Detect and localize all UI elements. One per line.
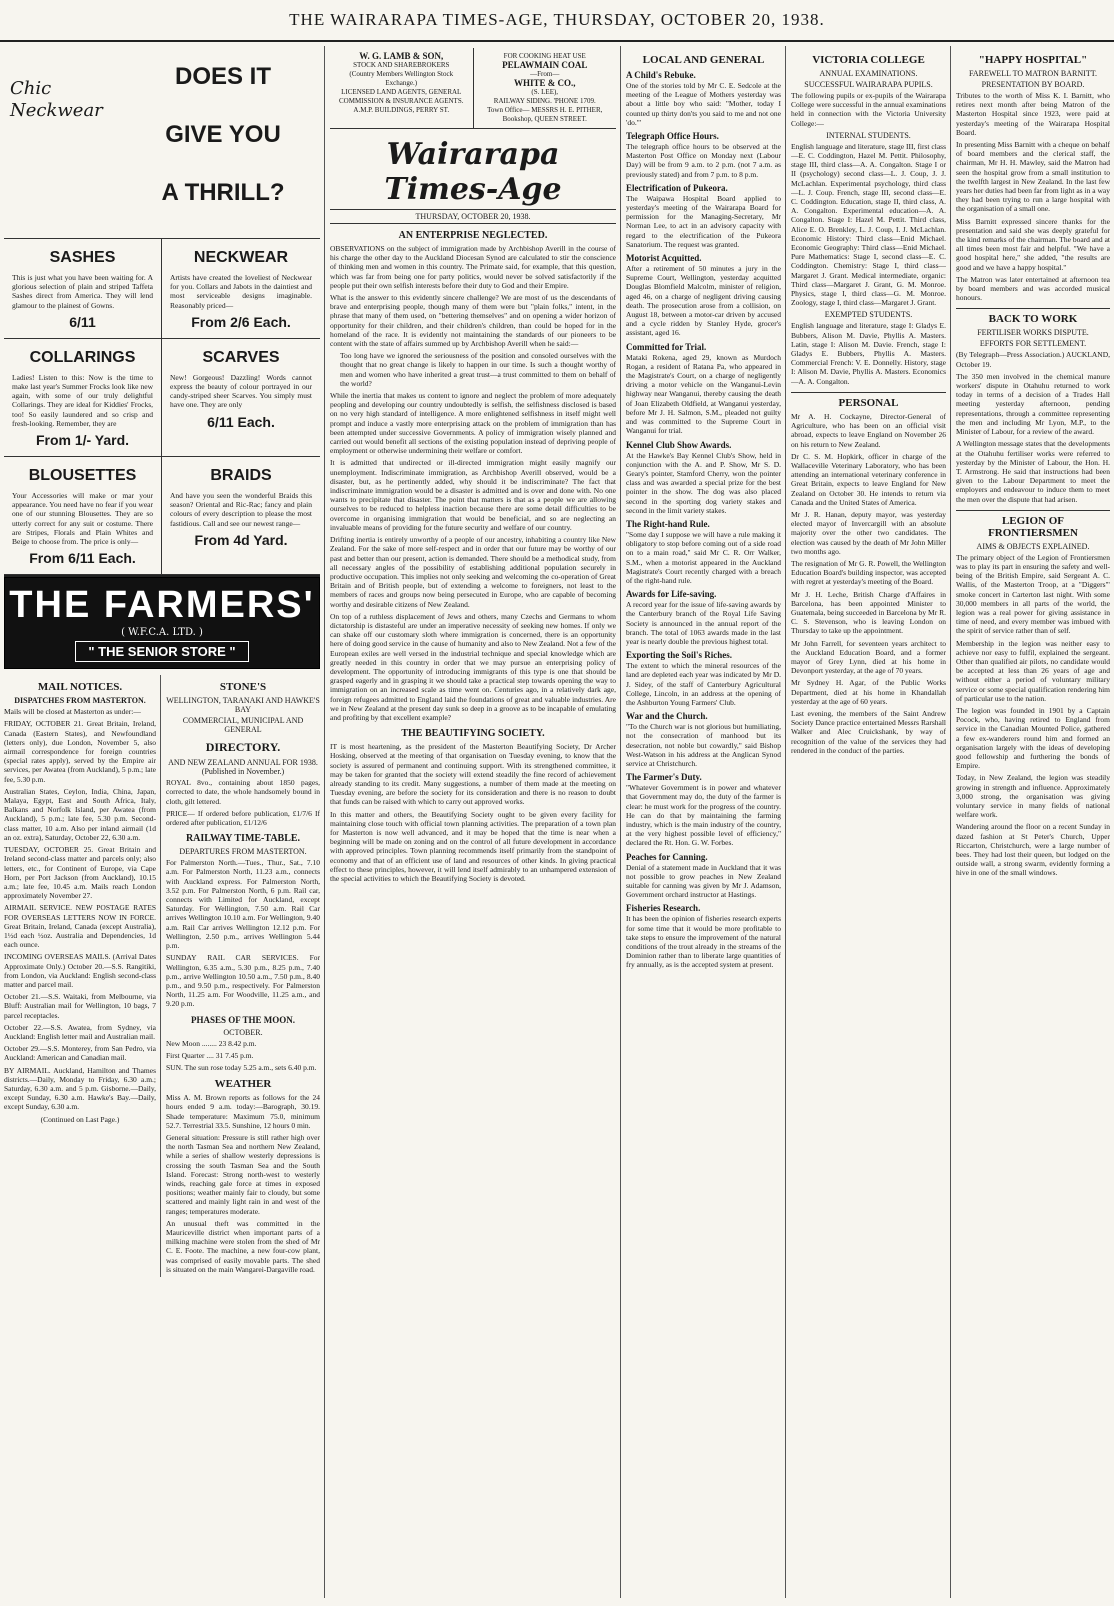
ad-title: SASHES — [49, 249, 116, 266]
local-general-column — [626, 48, 781, 1598]
moon-month: OCTOBER. — [223, 1027, 263, 1037]
item-text: The Waipawa Hospital Board applied to yesterday's meeting of the Wairarapa Board for permission for the Managing-Secretary, Mr Norman Lee, to act in an advisory capacity with regard to the electrification of the Pukeora Sanatorium. The request was granted. — [626, 193, 781, 249]
legion-sub: AIMS & OBJECTS EXPLAINED. — [976, 541, 1090, 551]
sun-times: SUN. The sun rose today 5.25 a.m., sets 6.40 p.m. — [166, 1062, 317, 1072]
item-text: It has been the opinion of fisheries research experts for some time that it would be more profitable to take steps to ensure the improvement of the natural conditions of the trout already in the streams of the Dominion rather than to liberate large quantities of fry annually, as is the accepted system at present. — [626, 914, 781, 970]
mail-intro: Mails will be closed at Masterton as under:— — [4, 707, 141, 717]
column-rule — [785, 46, 786, 1598]
weather-outlook: General situation: Pressure is still rather high over the north Tasman Sea and northern New Zealand, while a series of shallow westerly depressions is crossing the south Tasman Sea and the South Island. Forecast: Strong north-west to westerly winds, reaching gale force at times in exposed positions; weather mainly fair to cloudy, but some scattered and mainly light rain in and west of the ranges; temperatures moderate. — [166, 1132, 320, 1216]
ad-price: From 6/11 Each. — [29, 550, 136, 567]
exempted-results: English language and literature, stage I: Gladys E. Bubbers, Alison M. Davie, Phyllis A. Masters. Latin, stage I: Alison M. Davie. French, stage I: Gladys E. Bubbers, Phyllis A. Masters. Commercial French: V. E. Donnelly. History, stage I: Alison M. Davie, Phyllis A. Masters. Economics—A. A. Congalton. — [791, 321, 946, 386]
lamb-line: STOCK AND SHAREBROKERS — [353, 61, 450, 69]
item-heading: War and the Church. — [626, 711, 708, 722]
backtowork-sub: FERTILISER WORKS DISPUTE. — [977, 328, 1089, 338]
hospital-para: Tributes to the worth of Miss K. I. Barnitt, who retires next month after being Matron of the Masterton Hospital since 1923, were paid at yesterday's meeting of the Wairarapa Hospital Board. — [956, 91, 1110, 137]
continued-note: (Continued on Last Page.) — [40, 1114, 120, 1124]
ad-text: This is just what you have been waiting for. A glorious selection of plain and striped Taffeta Sashes direct from America. They will lend glamour to the plainest of Gowns. — [12, 273, 153, 310]
item-heading: Kennel Club Show Awards. — [626, 439, 732, 450]
stones-kind: COMMERCIAL, MUNICIPAL AND GENERAL — [182, 716, 304, 735]
hospital-sub: FAREWELL TO MATRON BARNITT. — [969, 69, 1097, 78]
coal-advert — [474, 48, 617, 128]
internal-results: English language and literature, stage III, first class—E. C. Coddington, Hazel M. Pettit. Philosophy, stage III, third class—A. A. Congalton. Stage I or II (psychology) second class—L. J. Coup, J. J. McLachlan. Experimental psychology, third class—L. J. Coup. French, stage III, second class—E. C. Coddington. Education, stage II, third class, A. A. Congalton. Experimental education—A. A. Congalton. Stage I: Hazel M. Pettit. Third class, Alice E. O. Brenkley, L. J. Coup, I. J. McLachlan. Economic History: Third class—Enid Michael. Economic Geography: Third class—Enid Michael. Pure Mathematics: Stage I, second class—E. C. Coddington. Chemistry: Stage I, third class—Margaret J. Grant. Medical intermediate, organic: Third class—Margaret J. Grant, G. M. Monroe. Physics, stage I, third class—G. M. Monroe. Zoology, stage I, third class—Margaret J. Grant. — [791, 141, 946, 308]
coal-firm2: (S. LEE), — [531, 88, 559, 96]
ad-text: Ladies! Listen to this: Now is the time to make last year's Summer Frocks look like new again, with some of our truly delightful Collarings. They are ideal for Kiddies' Frocks, too! So easily laundered and so crisp and fresh-looking. Remember, they are — [12, 372, 153, 428]
chic-neckwear-logo: Chic Neckwear — [10, 78, 103, 121]
editorial-title: AN ENTERPRISE NEGLECTED. — [398, 230, 548, 241]
lower-left-section — [4, 675, 320, 1277]
mail-item: BY AIRMAIL. Auckland, Hamilton and Thames districts.—Daily, Monday to Friday, 6.30 a.m.; Saturday, 6.30 a.m. and 5 p.m. Gisborne.—Daily, except Sunday, 6.30 a.m. Hawke's Bay.—Daily, except Sunday, 6.30 a.m. — [4, 1065, 156, 1112]
item-text: "Whatever Government is in power and whatever that Government may do, the duty of the farmer is clear: he must work for the progress of the country. He can do that by maintaining the farming industry, which is the main industry of the country, at the very highest possible level of efficiency," declared the Rt. Hon. G. W. Forbes. — [626, 783, 781, 848]
item-heading: A Child's Rebuke. — [626, 70, 696, 80]
coal-firm: WHITE & CO., — [513, 78, 576, 88]
legion-para: Membership in the legion was neither easy to achieve nor easy to fulfil, explained the sergeant. Other than qualified air pilots, no candidate would be accepted at less than 26 years of age and without either a period of voluntary military service or some special qualification rendering him of particular use to the nation. — [956, 638, 1110, 703]
directory-and-times — [161, 675, 320, 1277]
personal-para: Mr J. H. Leche, British Charge d'Affaires in Barcelona, has been appointed Minister to Guatemala, being succeeded in Barcelona by Mr R. C. S. Stevenson, who is leaving London on Thursday to take up the appointment. — [791, 589, 946, 636]
mail-item: TUESDAY, OCTOBER 25. Great Britain and Ireland second-class matter and parcels only; also letters, etc., for Continent of Europe, via Cape Horn, per Port Jackson (from Auckland), 10.15 a.m.; late fee, 10.45 a.m. Mails reach London approximately November 27. — [4, 845, 156, 901]
farmers-slogan: " THE SENIOR STORE " — [75, 641, 248, 662]
thrill-line: GIVE YOU — [165, 121, 281, 148]
railway-sub: DEPARTURES FROM MASTERTON. — [179, 847, 307, 857]
editorial-para: On top of a ruthless displacement of Jews and others, many Czechs and Germans to whom dictatorship is distasteful are under an imperative necessity of seeking new homes. If only we can shake off our customary sloth where immigration is concerned, there is an opportunity here of doing good service in the cause of humanity and also to New Zealand. Not a few of the European exiles are well versed in the industrial technique and special knowledge which are greatly needed in this country in order that we may pursue an enterprising policy of development. The opportunity of introducing immigrants of this type is one that should be grasped eagerly and in grasping it we should take a practical step towards opening the way to immigration on an increased scale as time went on. Centuries ago, in a relatively dark age, foreign refugees admitted to England laid the foundations of great and valuable industries. Are we in New Zealand at the present day sunk so deep in a groove as to be incapable of emulating and profiting by that excellent example? — [330, 611, 616, 722]
victoria-sub: ANNUAL EXAMINATIONS. — [819, 69, 918, 78]
backtowork-title: BACK TO WORK — [956, 308, 1110, 325]
exempted-heading: EXEMPTED STUDENTS. — [824, 310, 913, 320]
advert-column — [4, 48, 320, 1598]
editorial-para: OBSERVATIONS on the subject of immigration made by Archbishop Averill in the course of his charge the other day to the Auckland Diocesan Synod are calculated to stir the conscience of thinking men and women in this country. The Primate said, for example, that this question, which was far from being one for party politics, would never be solved satisfactorily if the people put their own selfish interests before their duty to God and their Empire. — [330, 244, 616, 290]
coal-from: —From— — [530, 70, 560, 78]
mail-item: AIRMAIL SERVICE. NEW POSTAGE RATES FOR OVERSEAS LETTERS NOW IN FORCE. Great Britain, Ireland, Canada (except Australia), 1½d each ½oz. Australia and Dependencies, 1d each ounce. — [4, 903, 156, 950]
farmers-sub: ( W.F.C.A. LTD. ) — [121, 627, 203, 639]
mail-title: MAIL NOTICES. — [37, 681, 123, 694]
ad-text: And have you seen the wonderful Braids this season? Oriental and Ric-Rac; fancy and plain colours of every description to please the most fastidious. Call and see our newest range— — [170, 491, 312, 528]
ad-collarings — [4, 339, 162, 457]
item-text: The extent to which the mineral resources of the land are depleted each year was indicated by Mr D. J. Sidey, of the staff of Canterbury Agricultural College, Lincoln, in an address at the opening of the Ashburton Young Farmers' Club. — [626, 661, 781, 707]
newspaper-nameplate: Wairarapa Times-Age — [384, 137, 562, 207]
legion-para: Wandering around the floor on a recent Sunday in dazed fashion at St Peter's Church, Upper Riccarton, Christchurch, were a large number of bees. They had lost their queen, but lodged on the outside wall, a strong swarm, evidently forming a hive in one of the small windows. — [956, 822, 1110, 878]
editorial-para: Drifting inertia is entirely unworthy of a people of our ancestry, inhabiting a country like New Zealand. For the sake of more self-respect and in order that our future may be worthy of our past and better than our present, action is demanded. There should be a methodical study, from all necessary angles of the possibility of establishing additional population securely in productive occupation. This implies not only seeking and welcoming the co-operation of Great Britain and of British people, but of extending a welcome to foreigners, not least to the members of races and groups now being persecuted in Europe, who are capable of becoming worthy and desirable citizens of New Zealand. — [330, 535, 616, 609]
ad-title: BRAIDS — [210, 467, 272, 485]
thrill-line: DOES IT — [174, 63, 271, 90]
coal-siding: RAILWAY SIDING. 'PHONE 1709. — [493, 97, 596, 105]
ad-price: From 1/- Yard. — [35, 432, 130, 449]
backtowork-sub2: EFFORTS FOR SETTLEMENT. — [979, 339, 1087, 349]
lamb-advert — [330, 48, 474, 128]
victoria-text: The following pupils or ex-pupils of the Wairarapa College were successful in the annual examinations held in connection with the Victoria University College:— — [791, 91, 946, 128]
weather-text: Miss A. M. Brown reports as follows for the 24 hours ended 9 a.m. today:—Barograph, 30.19. Shade temperature: Maximum 75.0, minimum 52.7. Terrestrial 33.5. Sunshine, 12 hours 0 min. — [166, 1093, 320, 1130]
editorial-quote: Too long have we ignored the seriousness of the position and consoled ourselves with the thought that no great change is likely to happen in our time. Is such a thought worthy of men and women who have inherited a great trust—a trust committed to them on behalf of the world? — [340, 351, 616, 388]
ad-braids — [162, 457, 320, 575]
thrill-headline — [126, 48, 320, 238]
ad-blousettes — [4, 457, 162, 575]
editorial-para: What is the answer to this evidently sincere challenge? We are most of us the descendants of brave and enterprising people, though many of them were but "plain folks," intent, in the phrase that many of them used, on "bettering themselves" and on opening a wider horizon of opportunity for their children, and their children's children, than could be hoped for in the homeland of the race. It is evidently not maintaining the standards of our pioneers to be content with the state of affairs summed up by Archbishop Averill when he said:— — [330, 293, 616, 349]
column-rule — [324, 46, 325, 1598]
hospital-title: "HAPPY HOSPITAL" — [978, 54, 1088, 66]
mail-item: October 22.—S.S. Awatea, from Sydney, via Auckland: English letter mail and Australian mail. — [4, 1022, 156, 1041]
item-heading: The Farmer's Duty. — [626, 772, 702, 783]
item-text: One of the stories told by Mr C. E. Sedcole at the meeting of the League of Mothers yesterday was about a little boy who said: "Mother, today I counted up thirty don'ts you said to me and not one 'do.'" — [626, 81, 781, 127]
beautifying-para: In this matter and others, the Beautifying Society ought to be given every facility for maintaining close touch with official town planning activities. The preparation of a town plan for Masterton is now well advanced, and it may be hoped that the time is near when a beginning will be made on zoning and on the control of all future development in accordance with approved principles. Town planning recommends itself primarily from the standpoint of economy and that of an efficient use of land and resources of other kinds. In giving practical effect to these principles, however, it will lend itself admirably to an unhampered extension of the special activities to which the Beautifying Society is devoted. — [330, 809, 616, 883]
victoria-title: VICTORIA COLLEGE — [812, 54, 925, 66]
railway-sunday: SUNDAY RAIL CAR SERVICES. For Wellington, 6.35 a.m., 5.30 p.m., 8.25 p.m., 7.40 p.m., arrive Wellington 10.50 a.m., 7.50 p.m., 8.40 p.m., and 9.50 p.m., respectively. For Palmerston North, 11.25 a.m. For Woodville, 11.25 a.m., and 9.20 p.m. — [166, 953, 320, 1009]
masthead: THE WAIRARAPA TIMES-AGE, THURSDAY, OCTOBER 20, 1938. — [0, 0, 1114, 42]
weather-title: WEATHER — [214, 1078, 272, 1091]
item-text: Mataki Rokena, aged 29, known as Murdoch Rogan, a resident of Ratana Pa, who appeared in the Magistrate's Court, on a charge of negligently driving a motor vehicle on the Wanganui-Levin highway near Wanganui, thereby causing the death of Joan Elizabeth Oldfield, at Wanganui yesterday, before Mr J. H. Salmon, S.M., pleaded not guilty and was committed to the Supreme Court in Wanganui for trial. — [626, 352, 781, 436]
item-text: A record year for the issue of life-saving awards by the Canterbury branch of the Royal Life Saving Society is announced in the annual report of the branch. The total of 1063 awards made in the last year is nearly double the previous highest total. — [626, 600, 781, 646]
item-text: Denial of a statement made in Auckland that it was not possible to grow peaches in New Zealand suitable for canning was given by Mr J. Adamson, Government orchard instructor at Hastings. — [626, 862, 781, 900]
item-heading: Committed for Trial. — [626, 341, 707, 352]
mail-sub: DISPATCHES FROM MASTERTON. — [14, 696, 146, 706]
moon-title: PHASES OF THE MOON. — [190, 1014, 295, 1025]
mail-notices — [4, 675, 161, 1277]
mail-item: October 29.—S.S. Monterey, from San Pedro, via Auckland: American and Canadian mail. — [4, 1044, 156, 1063]
farmers-name: THE FARMERS' — [9, 584, 315, 627]
ad-price: From 4d Yard. — [194, 531, 288, 548]
item-text: The telegraph office hours to be observed at the Masterton Post Office on Monday next (Labour Day) will be from 9 a.m. to 2 p.m. (not 7 a.m. as previously stated) and from 7 p.m. to 8 p.m. — [626, 142, 781, 179]
stones-price: PRICE— If ordered before publication, £1/7/6 If ordered after publication, £1/12/6 — [166, 808, 320, 828]
ad-title: BLOUSETTES — [28, 467, 137, 485]
moon-row: New Moon ........ 23 8.42 p.m. — [166, 1038, 257, 1048]
ad-title: NECKWEAR — [193, 249, 289, 266]
personal-para: Dr C. S. M. Hopkirk, officer in charge of the Wallaceville Veterinary Laboratory, who has been attending an international veterinary conference in Great Britain, expects to leave England for New Zealand on October 30. He intends to return via Canada and the United States of America. — [791, 451, 946, 507]
personal-para: Mr J. R. Hanan, deputy mayor, was yesterday elected mayor of Invercargill with an absolute majority over the other two candidates. The election was caused by the death of Mr John Miller two months ago. — [791, 509, 946, 556]
editorial-para: It is admitted that undirected or ill-directed immigration might easily magnify our unemployment. Indiscriminate immigration, as Archbishop Averill observed, would be a disaster, but, as he pertinently added, why should it be indiscriminate? The fact that indiscriminate immigration would be a disaster is admitted and is over and done with. No one wants to precipitate that disaster. The point that matters is that as a people we are allowing ourselves to be reduced to helpless inaction because there are some detail difficulties to be overcome in organising immigration that would be beneficial, and so are neglecting an invaluable means of providing for the future security and welfare of our country. — [330, 458, 616, 532]
item-heading: Awards for Life-saving. — [626, 589, 717, 600]
beautifying-title: THE BEAUTIFYING SOCIETY. — [401, 728, 545, 740]
personal-para: Mr Sydney H. Agar, of the Public Works Department, died at his home in Khandallah yesterday at the age of 60 years. — [791, 678, 946, 706]
item-heading: The Right-hand Rule. — [626, 518, 710, 529]
item-heading: Fisheries Research. — [626, 903, 701, 914]
ad-price: 6/11 — [69, 313, 96, 330]
local-title: LOCAL AND GENERAL — [642, 54, 765, 66]
ad-scarves — [162, 339, 320, 457]
item-heading: Peaches for Canning. — [626, 851, 708, 862]
dateline: THURSDAY, OCTOBER 20, 1938. — [330, 209, 616, 224]
item-heading: Motorist Acquitted. — [626, 253, 702, 264]
ad-title: SCARVES — [202, 348, 280, 366]
stones-title: STONE'S — [219, 681, 267, 694]
ad-text: New! Gorgeous! Dazzling! Words cannot express the beauty of colour portrayed in our candy-striped sheer Scarves. You simply must have one. They are only — [170, 372, 312, 410]
editorial-adverts — [330, 48, 616, 129]
legion-para: Today, in New Zealand, the legion was steadily growing in strength and influence. Approximately 3,000 strong, the organisation was giving voluntary service in many fields of national welfare work. — [956, 773, 1110, 820]
personal-para: Mr John Farrell, for seventeen years architect to the Auckland Education Board, and a former mayor of Grey Lynn, died at his home in Devonport yesterday, at the age of 70 years. — [791, 638, 946, 676]
hospital-sub2: PRESENTATION BY BOARD. — [981, 80, 1085, 89]
coal-name: PELAWMAIN COAL — [502, 60, 588, 70]
personal-para: Mr A. H. Cockayne, Director-General of Agriculture, who has been on an official visit abroad, expects to leave England on November 26 on his return to New Zealand. — [791, 411, 946, 449]
item-heading: Exporting the Soil's Riches. — [626, 650, 733, 661]
thrill-line: A THRILL? — [161, 179, 285, 206]
hospital-legion-column — [956, 48, 1110, 1598]
beautifying-para: IT is most heartening, as the president of the Masterton Beautifying Society, Dr Archer Hosking, observed at the meeting of that organisation on Tuesday evening, to know that the society is assured of permanent and continuing support. With its strengthened committee, it may be taken for granted that the society will extend steadily the fine record of achievement already standing to its credit. Many suggestions, a number of them made at the meeting on Tuesday evening, are before the society for its consideration and there is no reason to doubt that funds can be raised with which to carry out approved works. — [330, 742, 616, 807]
hospital-para: In presenting Miss Barnitt with a cheque on behalf of board members and the clerical staff, the chairman, Mr H. H. Mawley, said the Matron had seen the hospital grow from a small institution to the twelfth largest in New Zealand. In the last few years her duties had been far from light as in a way they had been trying to run a large hospital with the organisation of a small one. — [956, 140, 1110, 214]
coal-line: FOR COOKING HEAT USE — [503, 52, 586, 60]
item-text: After a retirement of 50 minutes a jury in the Supreme Court, Wellington, yesterday acquitted Douglas Blomfield Malcolm, minister of religion, aged 46, on a charge of negligent driving causing death. The prosecution arose from a collision, on August 18, between a motor-car driven by accused and a cycle ridden by Stanley Hyde, grocer's assistant, aged 16. — [626, 264, 781, 338]
item-heading: Telegraph Office Hours. — [626, 131, 719, 142]
ad-neckwear — [162, 239, 320, 339]
stones-sub: WELLINGTON, TARANAKI AND HAWKE'S BAY — [166, 696, 320, 715]
lamb-name: W. G. LAMB & SON, — [359, 51, 444, 61]
stones-directory: DIRECTORY. — [205, 740, 281, 755]
backtowork-dateline: (By Telegraph—Press Association.) AUCKLAND, October 19. — [956, 350, 1110, 369]
editorial-para: While the inertia that makes us content to ignore and neglect the problem of more adequately peopling and developing our country undoubtedly is selfish, the selfishness disclosed is based on no very high standard of intelligence. A more enlightened selfishness in itself might well prompt and induce a vastly more enterprising attack on the problem of immigration than has been attempted under successive Governments. A policy of immigration wisely planned and carried out would benefit all sections of the existing population instead of depriving people of employment or otherwise undermining their welfare or comfort. — [330, 391, 616, 456]
advert-grid — [4, 239, 320, 577]
hospital-para: The Matron was later entertained at afternoon tea by board members and was accorded musical honours. — [956, 274, 1110, 303]
ad-text: Artists have created the loveliest of Neckwear for you. Collars and Jabots in the daintiest and most serviceable designs imaginable. Reasonably priced— — [170, 273, 312, 310]
lamb-member: (Country Members Wellington Stock Exchange.) — [349, 70, 454, 87]
ad-price: From 2/6 Each. — [191, 313, 291, 330]
legion-para: The primary object of the Legion of Frontiersmen was to play its part in ensuring the safety and well-being of the British Empire, said Sergeant A. C. Wallis, of the Masterton Troop, at a "Diggers'" smoke concert in Carterton last night. With some 30,000 members in all parts of the world, the legion was a real power for giving assistance in time of need, and every member was imbued with the spirit of service rather than of self. — [956, 552, 1110, 636]
ad-price: 6/11 Each. — [207, 413, 275, 430]
backtowork-para: The 350 men involved in the chemical manure workers' dispute in Otahuhu returned to work today in terms of a decision of a Trades Hall meeting yesterday afternoon, pending representations, through a committee representing the men and including Mr Lyon, M.P., to the Minister of Labour, for a review of the award. — [956, 371, 1110, 437]
mail-item: FRIDAY, OCTOBER 21. Great Britain, Ireland, Canada (Eastern States), and Newfoundland (letters only), due London, November 5, also airmail correspondence for foreign countries (special rates apply), served by the Empire air services, per Awatea (from Auckland), 5 p.m.; late fee, 5.30 p.m. — [4, 719, 156, 784]
mail-item: October 21.—S.S. Waitaki, from Melbourne, via Bluff: Australian mail for Wellington, 10 bags, 7 parcel receptacles. — [4, 992, 156, 1020]
item-text: "Some day I suppose we will have a rule making it obligatory to stop before coming out of a side road on to a main road," said Mr C. R. Orr Walker, S.M., when a motorist appeared in the Auckland Magistrate's Court recently charged with a breach of the right-hand rule. — [626, 529, 781, 585]
coal-office: Town Office— MESSRS H. E. PITHER, Bookshop, QUEEN STREET. — [487, 106, 603, 123]
column-rule — [620, 46, 621, 1598]
item-heading: Electrification of Pukeora. — [626, 182, 728, 193]
backtowork-para: A Wellington message states that the developments at the Otahuhu fertiliser works were referred to yesterday by the Minister of Labour, the Hon. H. T. Armstrong. He said that instructions had been given to the Labour Department to meet the employers and endeavour to induce them to meet the men over the dispute that had arisen. — [956, 439, 1110, 504]
stones-text: ROYAL 8vo., containing about 1850 pages, corrected to date, the whole handsomely bound in cloth, gilt lettered. — [166, 778, 320, 806]
internal-heading: INTERNAL STUDENTS. — [826, 130, 911, 140]
hospital-para: Miss Barnitt expressed sincere thanks for the presentation and said she was deeply grateful for the kind remarks of the chairman. The board and at all times been most fair and helpful. "We have a good hospital here," she added, "the results are good and we have a happy hospital." — [956, 216, 1110, 272]
victoria-sub2: SUCCESSFUL WAIRARAPA PUPILS. — [804, 80, 933, 89]
column-rule — [950, 46, 951, 1598]
railway-text: For Palmerston North.—Tues., Thur., Sat., 7.10 a.m. For Palmerston North, 11.23 a.m., connects with Auckland express. For Palmerston North, 3.52 p.m. For Palmerston North, 6 p.m. Rail car, connects with Limited for Auckland, except Saturday. For Wellington, 7.50 a.m. Rail Car arrives Wellington 10.10 a.m. For Wellington, 9.40 a.m. Rail Car arrives Wellington 12.12 p.m. For Wellington, 2.50 p.m., arrives Wellington 5.44 p.m. — [166, 858, 320, 951]
ad-sashes — [4, 239, 162, 339]
farmers-banner — [4, 577, 320, 669]
ad-text: Your Accessories will make or mar your appearance. You need have no fear if you wear one of our stunning Blousettes. They are so utterly correct for any suit or costume. There are Stripes, Florals and Plain Whites and Beige to choose from. The price is only— — [12, 491, 153, 547]
theft-report: An unusual theft was committed in the Mauriceville district when important parts of a milking machine were stolen from the shed of Mr C. E. Foote. The machine, a new four-cow plant, was comprised of easily movable parts. The shed is situated on the main Wangarei-Dargaville road. — [166, 1218, 320, 1274]
railway-title: RAILWAY TIME-TABLE. — [185, 833, 301, 845]
personal-para: Last evening, the members of the Saint Andrew Society Dance practice entertained Messrs Rarshall Walker and Alec Cruickshank, by way of recognition of the value of the services they had rendered in the conduct of the parties. — [791, 708, 946, 755]
ad-title: COLLARINGS — [29, 348, 136, 366]
farmers-advert-top — [4, 48, 320, 239]
legion-title: LEGION OF FRONTIERSMEN — [956, 510, 1110, 539]
lamb-agents: LICENSED LAND AGENTS, GENERAL COMMISSION & INSURANCE AGENTS. — [339, 88, 464, 105]
item-text: At the Hawke's Bay Kennel Club's Show, held in conjunction with the A. and P. Show, Mr S. D. Geary's pointer, Stamford Cherry, won the pointer class and was awarded a special prize for the best pointer in the show. The dog was also placed second in the sporting dog variety stakes and second in the limit variety stakes. — [626, 450, 781, 515]
personal-title: PERSONAL — [791, 392, 946, 409]
moon-row: First Quarter .... 31 7.45 p.m. — [166, 1050, 254, 1060]
editorial-column — [330, 48, 616, 1598]
mail-item: INCOMING OVERSEAS MAILS. (Arrival Dates Approximate Only.) October 20.—S.S. Rangitiki, from London, via Auckland: English second-class matter and parcel mail. — [4, 952, 156, 989]
stones-edition: AND NEW ZEALAND ANNUAL FOR 1938. (Published in November.) — [168, 758, 318, 777]
item-text: "To the Church war is not glorious but humiliating, not the consecration of manhood but its desecration, not noble but cowardly," said Bishop West-Watson in his address at the Anglican Synod service at Christchurch. — [626, 722, 781, 768]
mail-item: Australian States, Ceylon, India, China, Japan, Malaya, Egypt, East and South Africa, Italy, Balkans and Norfolk Island, per Awatea (from Auckland), 5 p.m.; late fee, 5.30 p.m. Second-class matter, 10 a.m. Also per inland airmail (1d an oz. extra), Saturday, October 22, 6.30 a.m. — [4, 786, 156, 842]
victoria-personal-column — [791, 48, 946, 1598]
legion-para: The legion was founded in 1901 by a Captain Pocock, who, having retired to England from service in the Canadian Mounted Police, gathered a few ex-wanderers round him and formed an organisation largely with the ideas of developing good fellowship and furthering the bonds of Empire. — [956, 705, 1110, 771]
personal-para: The resignation of Mr G. R. Powell, the Wellington Education Board's building inspector, was accepted with regret at yesterday's meeting of the Board. — [791, 558, 946, 587]
lamb-address: A.M.P. BUILDINGS, PERRY ST. — [353, 106, 450, 114]
